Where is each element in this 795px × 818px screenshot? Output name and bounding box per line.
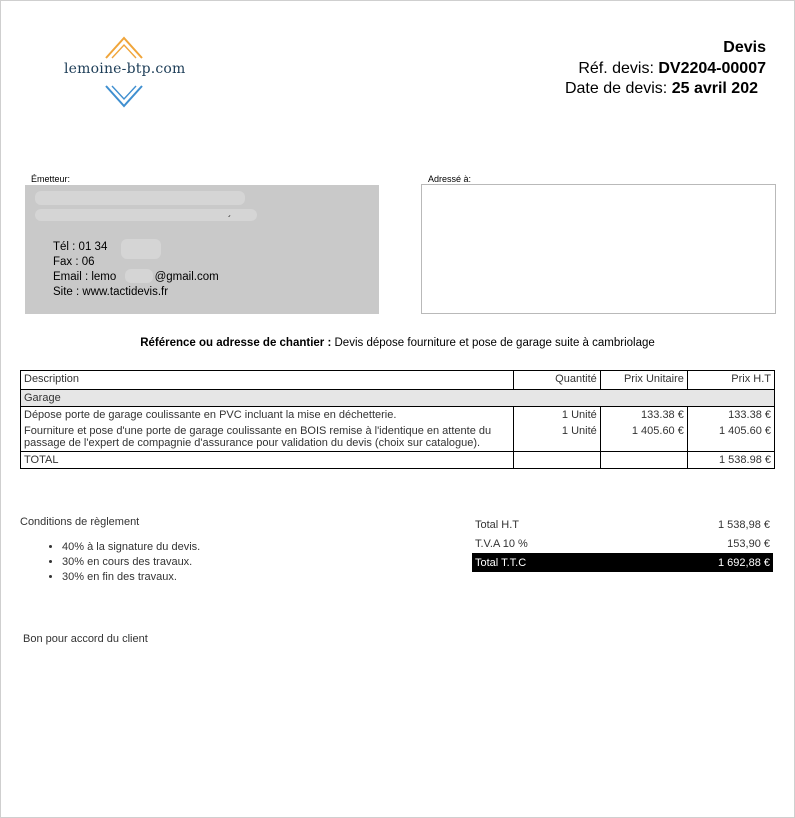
logo-text: lemoine-btp.com — [64, 61, 186, 77]
section-title: Garage — [21, 390, 775, 407]
row-quantity: 1 Unité — [513, 423, 600, 452]
emitter-fax: Fax : 06 — [53, 256, 95, 268]
site-reference-value: Devis dépose fourniture et pose de garage suite à cambriolage — [334, 337, 655, 349]
redaction-smudge — [35, 209, 257, 221]
client-acceptance: Bon pour accord du client — [23, 633, 148, 645]
emitter-contact — [53, 240, 219, 300]
emitter-website: Site : www.tactidevis.fr — [53, 286, 169, 298]
row-description: Fourniture et pose d'une porte de garage coulissante en BOIS remise à l'identique en attente du passage de l'expert de compagnie d'assurance pour validation du devis (choix sur catalogue). — [21, 423, 514, 452]
total-value: 1 538.98 € — [687, 452, 774, 469]
list-item: • 30% en cours des travaux. — [62, 555, 200, 570]
table-section-row — [21, 390, 775, 407]
emitter-email: Email : lemo @gmail.com — [53, 271, 219, 283]
payment-conditions-list — [30, 540, 200, 585]
redaction-smudge — [35, 191, 245, 205]
total-ht-label: Total H.T — [475, 518, 520, 531]
address-label: Adressé à: — [428, 174, 472, 184]
total-ht-row — [472, 515, 773, 534]
totals-summary — [472, 515, 773, 572]
table-row — [21, 423, 775, 452]
total-ttc-label: Total T.T.C — [475, 556, 527, 569]
emitter-phone: Tél : 01 34 — [53, 241, 108, 253]
col-header-unit-price: Prix Unitaire — [600, 371, 687, 390]
total-empty-cell — [513, 452, 600, 469]
quote-reference — [578, 60, 766, 78]
total-ttc-row — [472, 553, 773, 572]
quote-reference-label: Réf. devis: — [578, 60, 654, 77]
total-empty-cell — [600, 452, 687, 469]
total-ttc-value: 1 692,88 € — [718, 556, 770, 569]
quote-reference-value: DV2204-00007 — [658, 60, 766, 77]
row-price-ht: 1 405.60 € — [687, 423, 774, 452]
table-total-row — [21, 452, 775, 469]
row-description: Dépose porte de garage coulissante en PVC incluant la mise en déchetterie. — [21, 407, 514, 424]
col-header-price-ht: Prix H.T — [687, 371, 774, 390]
total-ht-value: 1 538,98 € — [718, 518, 770, 531]
emitter-box — [25, 185, 379, 314]
vat-label: T.V.A 10 % — [475, 537, 528, 550]
emitter-label: Émetteur: — [31, 174, 71, 184]
table-row — [21, 407, 775, 424]
list-item: • 30% en fin des travaux. — [62, 570, 200, 585]
site-reference — [0, 337, 795, 349]
document-title: Devis — [723, 39, 766, 56]
row-unit-price: 133.38 € — [600, 407, 687, 424]
quote-date-label: Date de devis: — [564, 80, 668, 97]
items-table — [20, 370, 775, 469]
table-header-row — [21, 371, 775, 390]
company-logo — [64, 36, 194, 110]
address-box — [421, 184, 776, 314]
payment-conditions-title: Conditions de règlement — [20, 516, 140, 528]
vat-value: 153,90 € — [727, 537, 770, 550]
total-label: TOTAL — [21, 452, 514, 469]
row-price-ht: 133.38 € — [687, 407, 774, 424]
row-quantity: 1 Unité — [513, 407, 600, 424]
list-item: • 40% à la signature du devis. — [62, 540, 200, 555]
col-header-quantity: Quantité — [513, 371, 600, 390]
vat-row — [472, 534, 773, 553]
quote-date-value: 25 avril 202 — [671, 80, 758, 97]
col-header-description: Description — [21, 371, 514, 390]
stray-mark: ´ — [228, 215, 232, 226]
row-unit-price: 1 405.60 € — [600, 423, 687, 452]
quote-date — [565, 80, 758, 98]
site-reference-label: Référence ou adresse de chantier : — [140, 337, 332, 349]
